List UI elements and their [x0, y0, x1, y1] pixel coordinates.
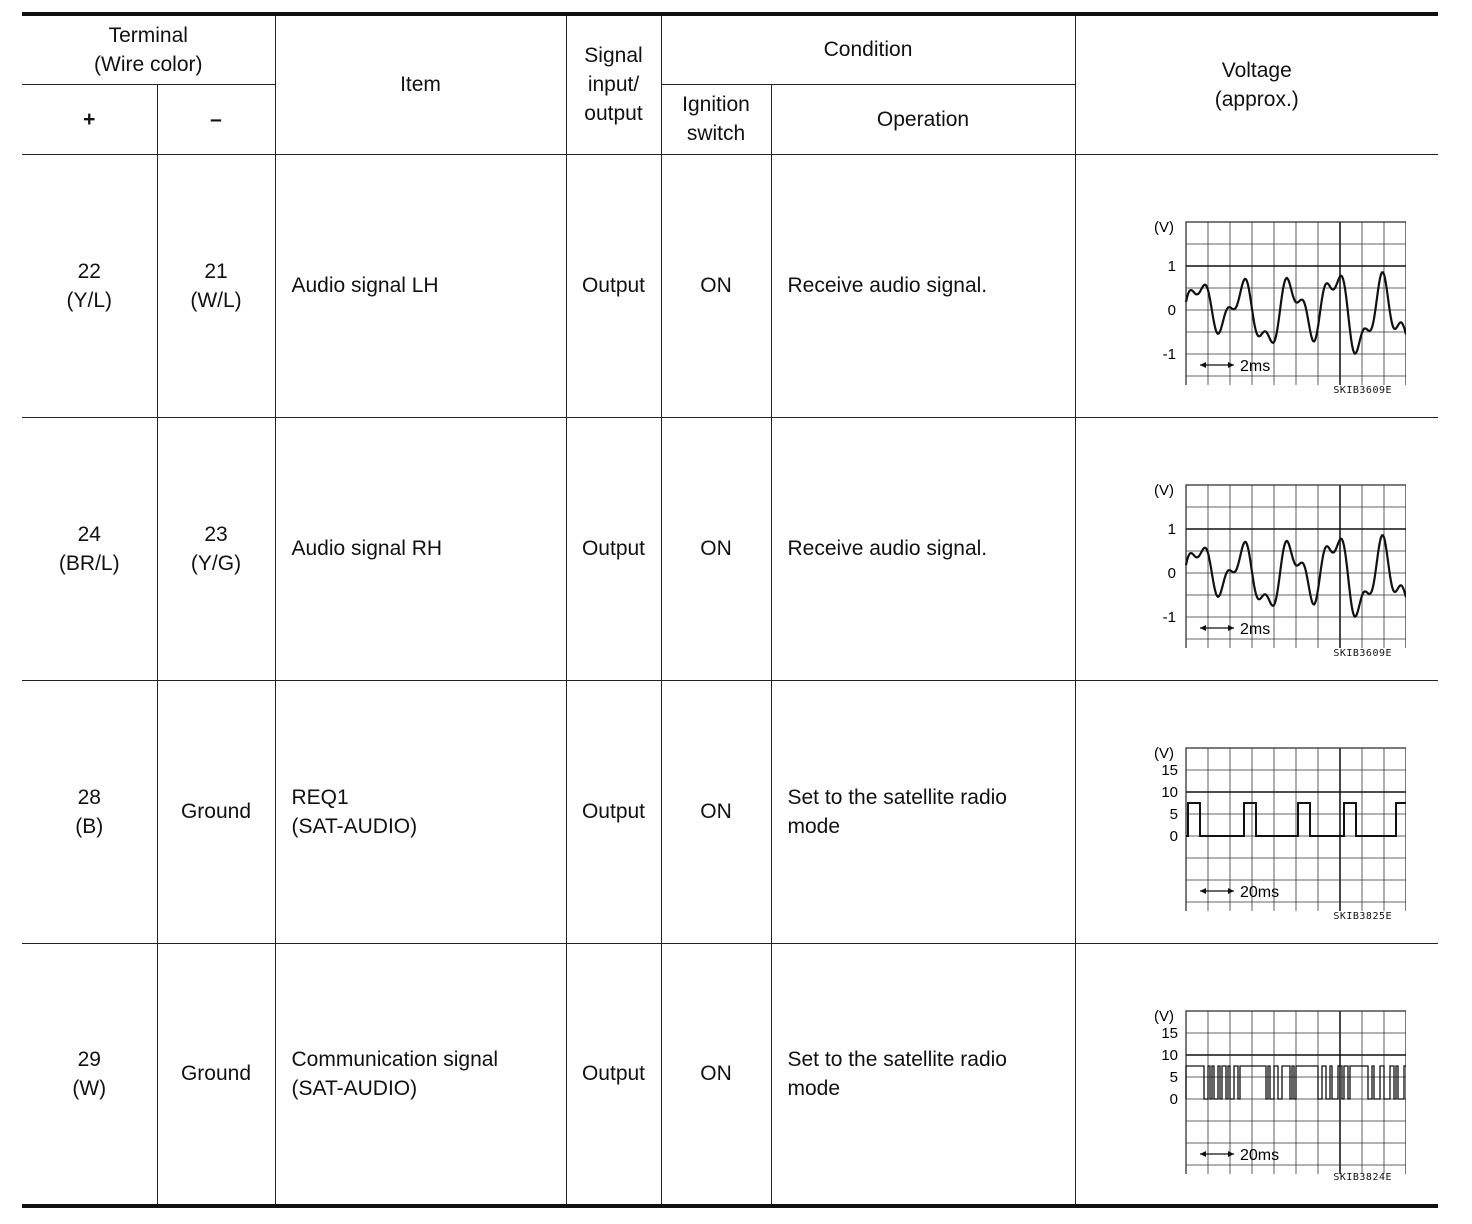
scope-y-tick-label: 1: [1167, 257, 1176, 275]
figure-code: SKIB3825E: [1333, 910, 1393, 922]
header-minus: –: [157, 84, 275, 154]
header-voltage-line1: Voltage: [1221, 58, 1292, 82]
scope-y-tick-label: -1: [1162, 345, 1176, 363]
terminal-number: 24: [77, 522, 101, 546]
terminal-number: 29: [77, 1047, 101, 1071]
scope-y-tick-label: 10: [1160, 783, 1178, 801]
header-terminal: [22, 14, 275, 84]
scope-unit-label: (V): [1153, 481, 1174, 499]
header-ignition-line1: Ignition: [682, 93, 750, 116]
scope-unit-label: (V): [1153, 744, 1174, 762]
header-signal-line2: input/: [587, 73, 640, 97]
ground-label: Ground: [180, 1062, 252, 1086]
voltage-cell: [1075, 680, 1438, 943]
voltage-cell: [1075, 943, 1438, 1206]
wire-color: (B): [75, 814, 104, 838]
figure-code: SKIB3609E: [1333, 384, 1393, 396]
scope-y-tick-label: 0: [1167, 301, 1176, 319]
terminal-number: 21: [204, 259, 228, 283]
scope-time-label: 20ms: [1239, 883, 1279, 901]
header-terminal-line2: (Wire color): [94, 52, 203, 76]
item-text: Audio signal LH: [291, 274, 439, 297]
terminal-plus-cell: [22, 417, 157, 680]
voltage-cell: [1075, 417, 1438, 680]
scope-y-tick-label: 1: [1167, 520, 1176, 538]
header-plus: +: [22, 84, 157, 154]
header-condition: Condition: [661, 14, 1075, 84]
terminal-number: 23: [204, 522, 228, 546]
figure-code: SKIB3609E: [1333, 647, 1393, 659]
header-voltage: [1075, 14, 1438, 154]
oscilloscope-waveform: [1116, 721, 1406, 911]
terminal-signal-table: [22, 12, 1438, 1208]
operation-text: Set to the satellite radio: [787, 785, 1007, 809]
terminal-plus-cell: [22, 154, 157, 417]
signal-cell: Output: [566, 943, 661, 1206]
table-row: [22, 417, 1438, 680]
header-item: Item: [275, 14, 566, 154]
ignition-cell: ON: [661, 417, 771, 680]
scope-y-tick-label: 5: [1169, 1068, 1178, 1086]
header-ignition-line2: switch: [686, 122, 746, 145]
ground-label: Ground: [180, 800, 252, 823]
operation-cell: [771, 154, 1075, 417]
item-text: Audio signal RH: [291, 537, 443, 560]
scope-y-tick-label: 15: [1160, 1024, 1178, 1042]
terminal-plus-cell: [22, 943, 157, 1206]
operation-text-line2: mode: [787, 814, 841, 838]
scope-y-tick-label: 0: [1169, 1090, 1178, 1108]
scope-y-tick-label: 0: [1169, 827, 1178, 845]
ignition-cell: ON: [661, 154, 771, 417]
operation-text: Receive audio signal.: [787, 274, 988, 297]
item-cell: [275, 154, 566, 417]
signal-cell: Output: [566, 417, 661, 680]
scope-waveform-trace: [1186, 1066, 1406, 1099]
header-signal-line3: output: [584, 102, 643, 126]
terminal-plus-cell: [22, 680, 157, 943]
scope-y-tick-label: 10: [1160, 1046, 1178, 1064]
signal-cell: Output: [566, 154, 661, 417]
terminal-minus-cell: [157, 417, 275, 680]
header-signal: [566, 14, 661, 154]
item-cell: [275, 943, 566, 1206]
wire-color: (Y/L): [66, 288, 112, 312]
scope-time-label: 2ms: [1239, 357, 1270, 375]
operation-text: Set to the satellite radio: [787, 1047, 1007, 1071]
scope-y-tick-label: 0: [1167, 564, 1176, 582]
operation-cell: [771, 943, 1075, 1206]
header-signal-line1: Signal: [584, 44, 643, 68]
terminal-minus-cell: [157, 154, 275, 417]
wire-color: (W/L): [190, 288, 242, 312]
scope-unit-label: (V): [1153, 1007, 1174, 1025]
oscilloscope-waveform: [1116, 984, 1406, 1174]
wire-color: (Y/G): [190, 551, 242, 575]
terminal-number: 22: [77, 259, 101, 283]
item-subtext: (SAT-AUDIO): [291, 814, 418, 838]
operation-cell: [771, 417, 1075, 680]
terminal-minus-cell: [157, 680, 275, 943]
wire-color: (BR/L): [58, 551, 120, 575]
scope-unit-label: (V): [1153, 218, 1174, 236]
operation-cell: [771, 680, 1075, 943]
item-text: REQ1: [291, 785, 349, 809]
ignition-cell: ON: [661, 680, 771, 943]
header-voltage-line2: (approx.): [1214, 87, 1299, 111]
table-row: [22, 943, 1438, 1206]
item-subtext: (SAT-AUDIO): [291, 1076, 418, 1100]
operation-text: Receive audio signal.: [787, 537, 988, 560]
terminal-table-container: [22, 12, 1438, 1215]
terminal-number: 28: [77, 785, 101, 809]
scope-y-tick-label: 5: [1169, 805, 1178, 823]
scope-time-label: 20ms: [1239, 1146, 1279, 1164]
item-cell: [275, 417, 566, 680]
table-row: [22, 154, 1438, 417]
item-cell: [275, 680, 566, 943]
scope-time-label: 2ms: [1239, 620, 1270, 638]
wire-color: (W): [72, 1076, 107, 1100]
figure-code: SKIB3824E: [1333, 1172, 1393, 1183]
header-ignition: [661, 84, 771, 154]
item-text: Communication signal: [291, 1047, 499, 1071]
oscilloscope-waveform: [1116, 195, 1406, 385]
header-terminal-line1: Terminal: [108, 23, 188, 47]
signal-cell: Output: [566, 680, 661, 943]
header-operation: Operation: [771, 84, 1075, 154]
oscilloscope-waveform: [1116, 458, 1406, 648]
terminal-minus-cell: [157, 943, 275, 1206]
scope-y-tick-label: 15: [1160, 761, 1178, 779]
operation-text-line2: mode: [787, 1076, 841, 1100]
ignition-cell: ON: [661, 943, 771, 1206]
table-row: [22, 680, 1438, 943]
voltage-cell: [1075, 154, 1438, 417]
scope-y-tick-label: -1: [1162, 608, 1176, 626]
